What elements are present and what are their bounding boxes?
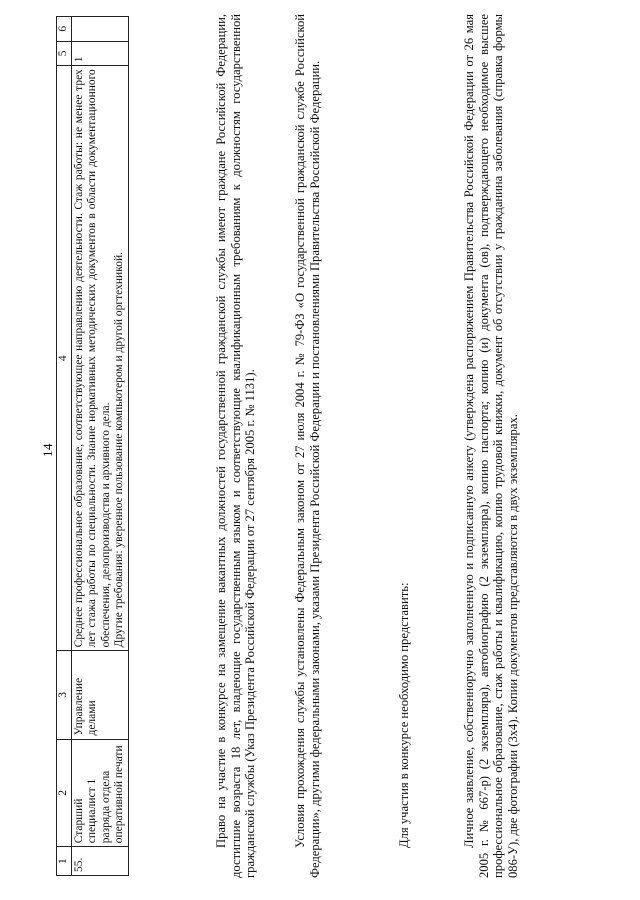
service-conditions-paragraph xyxy=(293,14,322,878)
table-header-cell: 5 xyxy=(57,41,72,66)
required-documents-heading-text: Для участия в конкурсе необходимо представить: xyxy=(397,582,411,848)
required-documents-heading xyxy=(397,14,412,878)
department-cell: Управление делами xyxy=(71,651,128,739)
table-header-cell: 1 xyxy=(57,847,72,876)
table-row xyxy=(71,17,128,876)
table-header-cell: 4 xyxy=(57,66,72,651)
table-header-cell: 3 xyxy=(57,651,72,739)
position-title-cell: Старший специалист 1 разряда отдела оперативной печати xyxy=(71,739,128,847)
documents-list-paragraph xyxy=(462,14,520,878)
service-conditions-text: Условия прохождения службы установлены Федеральным законом от 27 июля 2004 г. № 79-ФЗ «О государственной гражданской службе Российской Федерации», другими федеральными законами, указами Президента Российской Федерации и постановлениями Правительства Российской Федерации. xyxy=(293,14,322,878)
documents-list-text: Личное заявление, собственноручно заполненную и подписанную анкету (утверждена распоряжением Правительства Российской Федерации от 26 мая 2005 г. № 667-р) (2 экземпляра), автобиографию (2 экземпляра), копию паспорта; копию (и) документа (ов), подтверждающего необходимое высшее профессиональное образование, стаж работы и квалификацию, копию трудовой книжки, документ об отсутствии у гражданина заболевания (справка формы 086-У), две фотографии (3х4). Копии документов представляются в двух экземплярах. xyxy=(462,14,520,878)
table-header-row xyxy=(57,17,72,876)
table-header-cell: 2 xyxy=(57,739,72,847)
page-number: 14 xyxy=(40,443,55,457)
vacancy-count-cell: 1 xyxy=(71,41,128,66)
eligibility-text: Право на участие в конкурсе на замещение вакантных должностей государственной гражданской службы имеют граждане Российской Федерации, достигшие возраста 18 лет, владеющие государственным языком и соответствующие квалификационным требованиям к должностям государственной гражданской службы (Указ Президента Российской Федерации от 27 сентября 2005 г. № 1131). xyxy=(214,14,258,878)
requirements-cell xyxy=(71,66,128,651)
vacancy-table xyxy=(56,16,129,876)
column-six-cell xyxy=(71,17,128,42)
requirements-main-text: Среднее профессиональное образование, соответствующее направлению деятельности. Стаж работы: не менее трех лет стажа работы по специальности. Знание нормативных методических документов в области документационного обеспечения, делопроизводства и архивного дела. xyxy=(72,69,112,648)
table-header-cell: 6 xyxy=(57,17,72,42)
eligibility-paragraph xyxy=(214,14,258,878)
requirements-other-text: Другие требования: уверенное пользование компьютером и другой оргтехникой. xyxy=(113,252,126,648)
row-number-cell: 55. xyxy=(71,847,128,876)
